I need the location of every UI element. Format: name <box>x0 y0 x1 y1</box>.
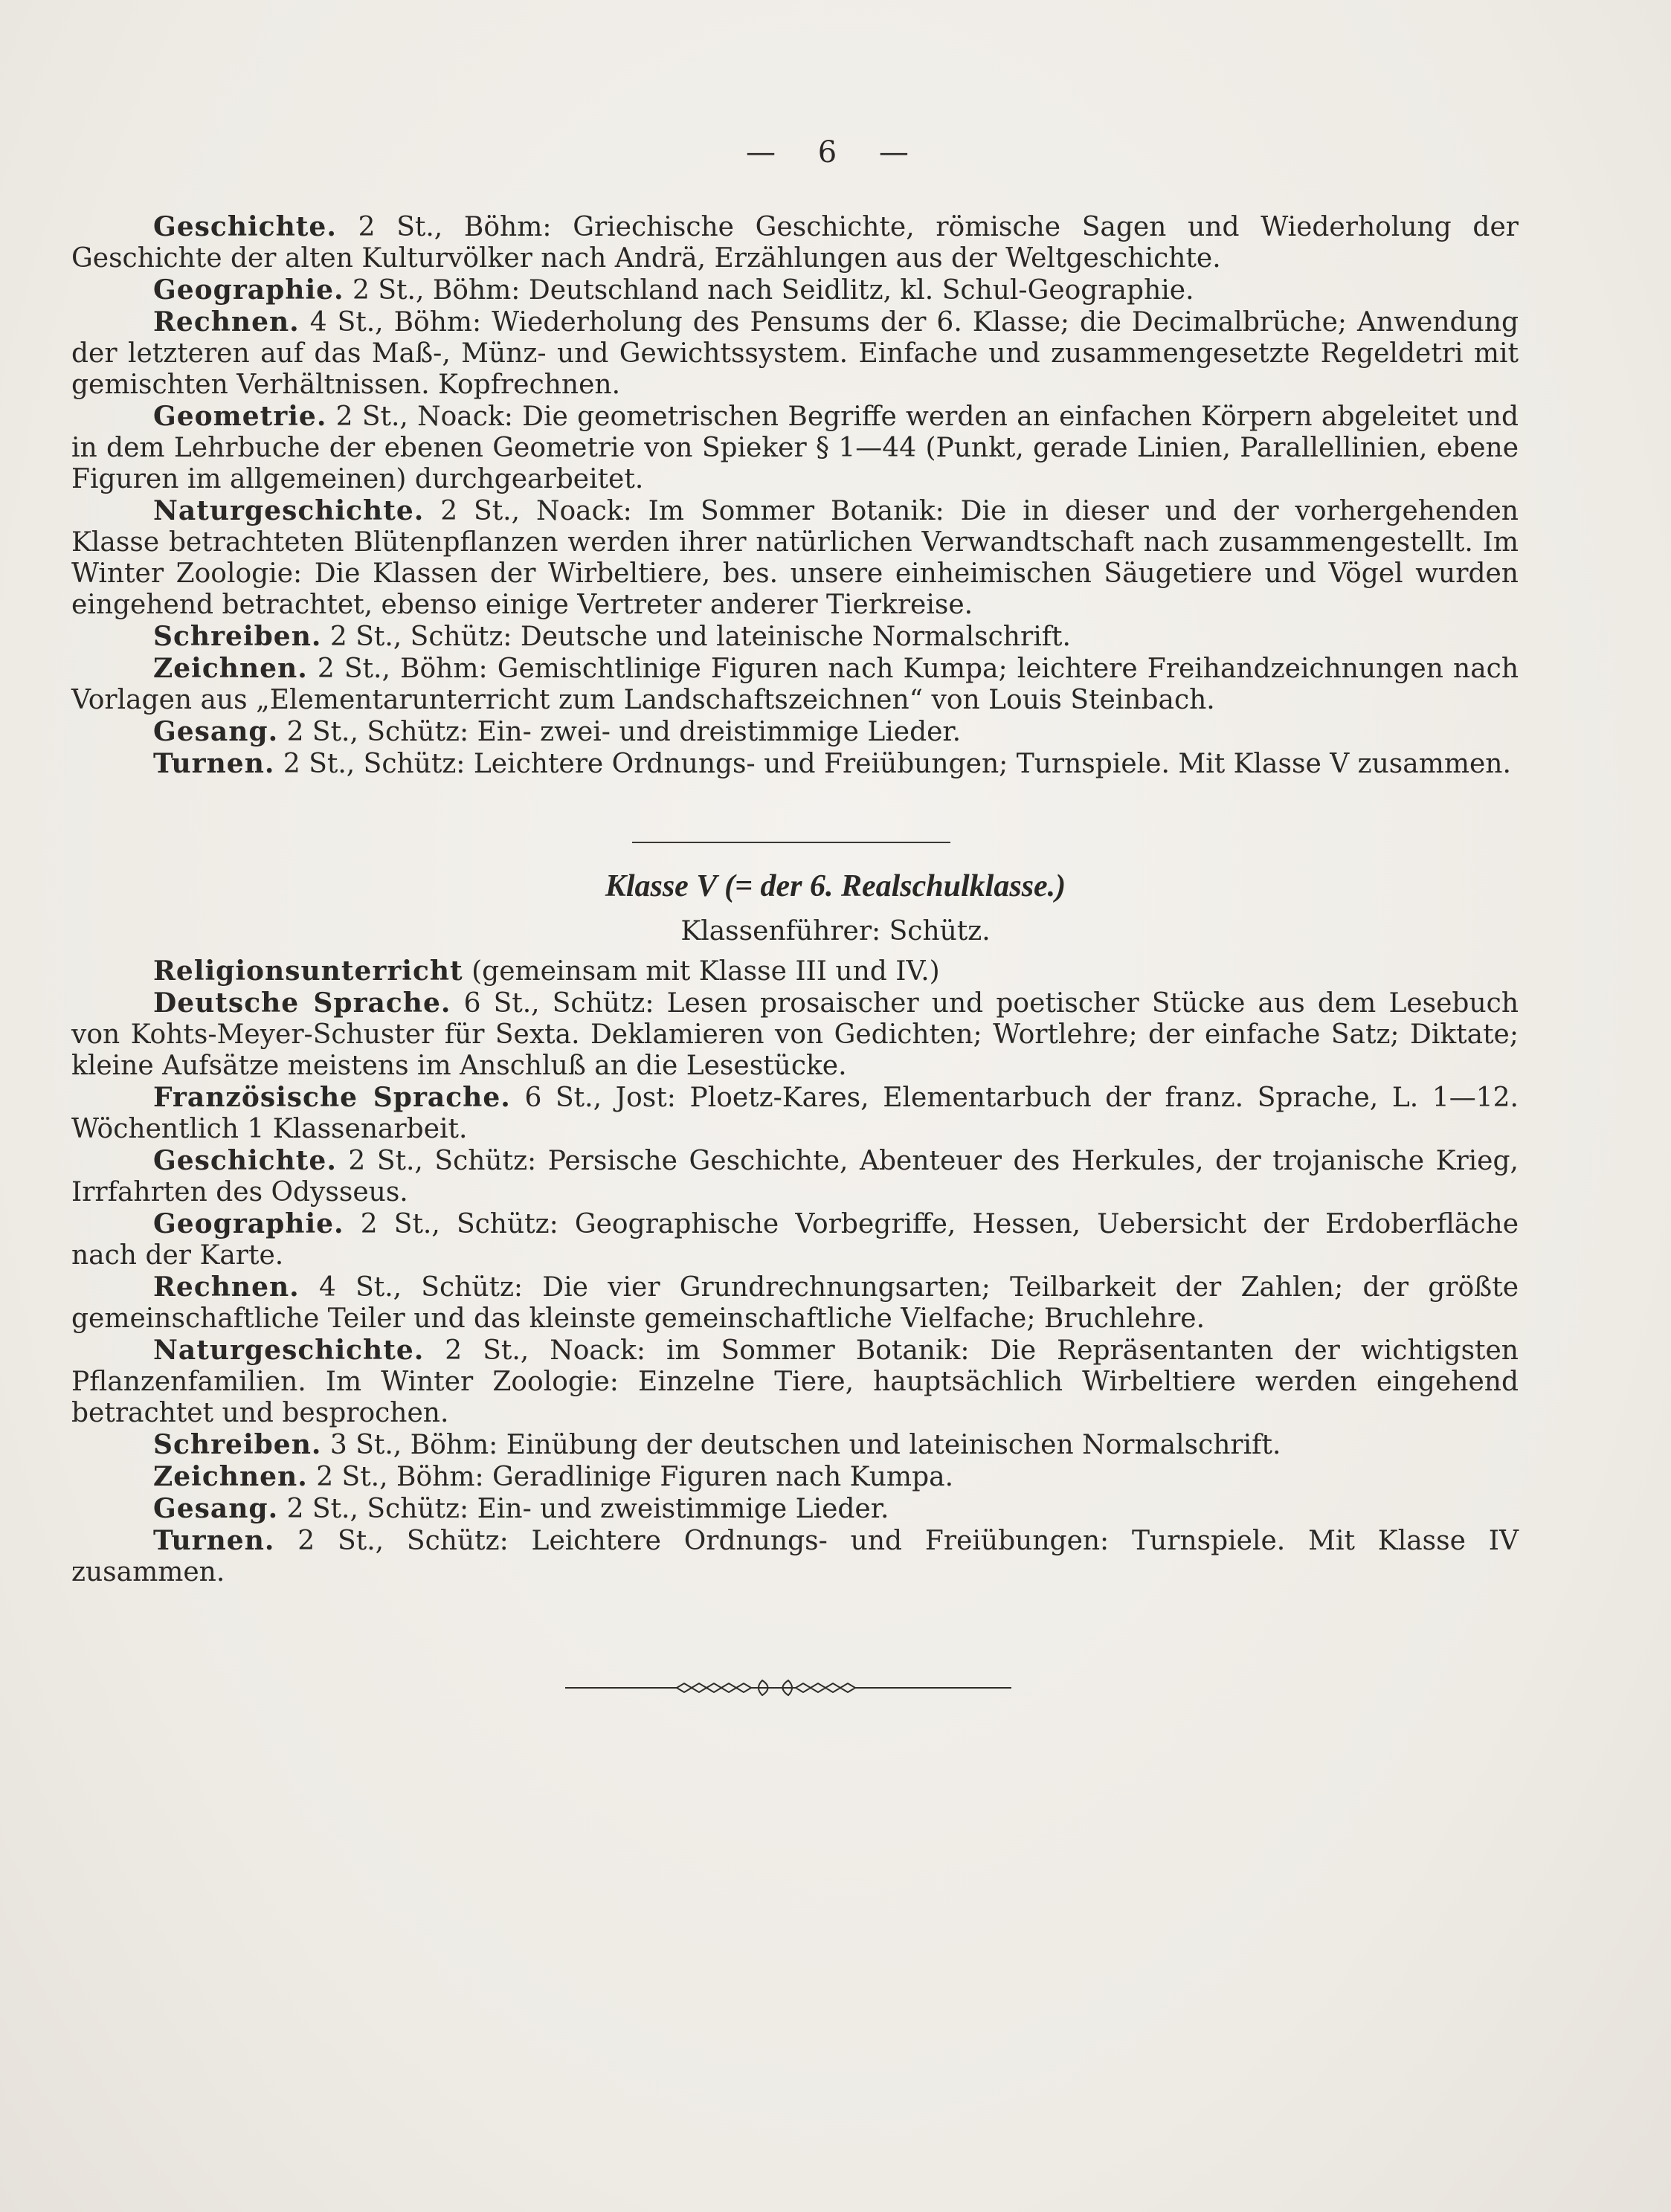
subject-text: 2 St., Böhm: Griechische Geschichte, römische Sagen und Wiederholung der Geschichte der alten Kulturvölker nach Andrä, Erzählungen aus der Weltgeschichte. <box>71 212 1519 274</box>
subject-text: 4 St., Böhm: Wiederholung des Pensums der 6. Klasse; die Decimalbrüche; Anwendung der letzteren auf das Maß-, Münz- und Gewichtssystem. Einfache und zusammengesetzte Regeldetri mit gemischten Verhältnissen. Kopfrechnen. <box>71 307 1519 400</box>
subject-paragraph <box>71 1525 1519 1588</box>
subject-text: 2 St., Schütz: Ein- zwei- und dreistimmige Lieder. <box>286 717 962 747</box>
subject-title: Rechnen. <box>153 1271 300 1303</box>
subject-paragraph <box>71 1429 1519 1461</box>
subject-text: 2 St., Schütz: Ein- und zweistimmige Lieder. <box>286 1494 889 1524</box>
subject-title: Geometrie. <box>153 401 327 432</box>
subject-text: 2 St., Schütz: Leichtere Ordnungs- und Freiübungen: Turnspiele. Mit Klasse IV zusammen. <box>71 1526 1519 1587</box>
class-leader: Klassenführer: Schütz. <box>680 916 991 947</box>
subject-text: 2 St., Noack: im Sommer Botanik: Die Repräsentanten der wichtigsten Pflanzenfamilien. Im Winter Zoologie: Einzelne Tiere, hauptsächlich Wirbeltiere werden eingehend betrachtet und besprochen. <box>71 1335 1519 1428</box>
subject-paragraph <box>71 401 1519 495</box>
subject-text: 2 St., Noack: Die geometrischen Begriffe werden an einfachen Körpern abgeleitet und in dem Lehrbuche der ebenen Geometrie von Spieker § 1—44 (Punkt, gerade Linien, Parallellinien, ebene Figuren im allgemeinen) durchgearbeitet. <box>71 402 1519 494</box>
subject-text: 3 St., Böhm: Einübung der deutschen und lateinischen Normalschrift. <box>329 1430 1281 1460</box>
subject-paragraph <box>71 1145 1519 1208</box>
subject-text: 2 St., Schütz: Deutsche und lateinische Normalschrift. <box>329 622 1071 652</box>
class-v-curriculum <box>71 955 1519 1588</box>
subject-text: 4 St., Schütz: Die vier Grundrechnungsarten; Teilbarkeit der Zahlen; der größte gemeinschaftliche Teiler und das kleinste gemeinschaftliche Vielfache; Bruchlehre. <box>71 1272 1519 1334</box>
subject-text: (gemeinsam mit Klasse III und IV.) <box>471 956 940 987</box>
class-vi-curriculum <box>71 211 1519 780</box>
ornamental-rule <box>565 1677 1011 1699</box>
subject-title: Geographie. <box>153 1208 344 1239</box>
subject-text: 2 St., Schütz: Geographische Vorbegriffe, Hessen, Uebersicht der Erdoberfläche nach der Karte. <box>71 1209 1519 1271</box>
subject-title: Schreiben. <box>153 621 322 652</box>
subject-text: 2 St., Böhm: Geradlinige Figuren nach Kumpa. <box>316 1462 954 1492</box>
subject-text: 6 St., Jost: Ploetz-Kares, Elementarbuch der franz. Sprache, L. 1—12. Wöchentlich 1 Klassenarbeit. <box>71 1083 1519 1144</box>
subject-title: Naturgeschichte. <box>153 495 425 526</box>
subject-paragraph <box>71 716 1519 748</box>
subject-text: 6 St., Schütz: Lesen prosaischer und poetischer Stücke aus dem Lesebuch von Kohts-Meyer-Schuster für Sexta. Deklamieren von Gedichten; Wortlehre; der einfache Satz; Diktate; kleine Aufsätze meistens im Anschluß an die Lesestücke. <box>71 988 1519 1081</box>
subject-title: Naturgeschichte. <box>153 1335 425 1366</box>
page-number: — 6 — <box>746 135 925 170</box>
subject-title: Schreiben. <box>153 1429 322 1460</box>
subject-text: 2 St., Schütz: Leichtere Ordnungs- und Freiübungen; Turnspiele. Mit Klasse V zusammen. <box>283 749 1511 779</box>
class-heading: Klasse V (= der 6. Realschulklasse.) <box>605 869 1066 903</box>
subject-title: Geschichte. <box>153 211 337 242</box>
subject-title: Geschichte. <box>153 1145 337 1176</box>
subject-paragraph <box>71 987 1519 1082</box>
subject-title: Turnen. <box>153 748 275 779</box>
subject-paragraph <box>71 1271 1519 1335</box>
subject-paragraph <box>71 274 1519 306</box>
subject-text: 2 St., Schütz: Persische Geschichte, Abenteuer des Herkules, der trojanische Krieg, Irrfahrten des Odysseus. <box>71 1146 1519 1207</box>
subject-paragraph <box>71 748 1519 780</box>
subject-paragraph <box>71 211 1519 274</box>
subject-title: Gesang. <box>153 1493 279 1524</box>
subject-title: Zeichnen. <box>153 653 308 684</box>
subject-paragraph <box>71 495 1519 621</box>
subject-title: Deutsche Sprache. <box>153 987 451 1019</box>
subject-paragraph <box>71 1208 1519 1271</box>
subject-title: Französische Sprache. <box>153 1082 511 1113</box>
subject-text: 2 St., Noack: Im Sommer Botanik: Die in dieser und der vorhergehenden Klasse betrachteten Blütenpflanzen werden ihrer natürlichen Verwandtschaft nach zusammengestellt. Im Winter Zoologie: Die Klassen der Wirbeltiere, bes. unsere einheimischen Säugetiere und Vögel wurden eingehend betrachtet, ebenso einige Vertreter anderer Tierkreise. <box>71 496 1519 620</box>
subject-paragraph <box>71 1082 1519 1145</box>
subject-text: 2 St., Böhm: Deutschland nach Seidlitz, kl. Schul-Geographie. <box>352 275 1194 306</box>
section-divider <box>632 842 950 843</box>
subject-title: Geographie. <box>153 274 344 306</box>
subject-title: Religionsunterricht <box>153 955 463 987</box>
subject-text: 2 St., Böhm: Gemischtlinige Figuren nach Kumpa; leichtere Freihandzeichnungen nach Vorlagen aus „Elementarunterricht zum Landschaftszeichnen“ von Louis Steinbach. <box>71 654 1519 715</box>
subject-paragraph <box>71 653 1519 716</box>
subject-title: Zeichnen. <box>153 1461 308 1492</box>
subject-paragraph <box>71 1461 1519 1493</box>
subject-paragraph <box>71 955 1519 987</box>
subject-title: Gesang. <box>153 716 279 747</box>
subject-paragraph <box>71 306 1519 401</box>
subject-paragraph <box>71 621 1519 653</box>
subject-paragraph <box>71 1493 1519 1525</box>
subject-paragraph <box>71 1335 1519 1429</box>
subject-title: Turnen. <box>153 1525 275 1556</box>
subject-title: Rechnen. <box>153 306 300 338</box>
